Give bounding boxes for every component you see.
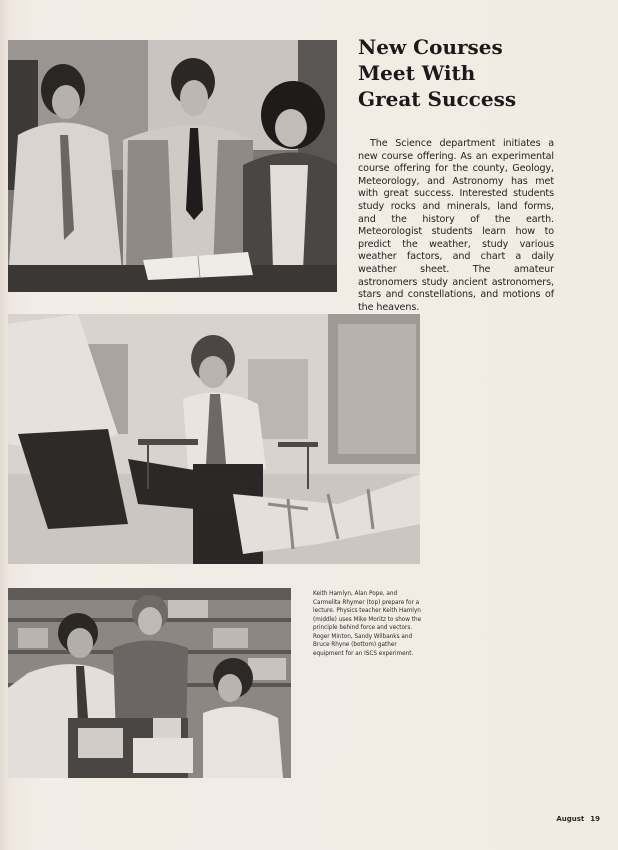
headline-line-3: Great Success [358, 87, 517, 111]
photo-teachers-preparing-lecture [8, 40, 337, 292]
page-number: 19 [590, 815, 600, 823]
photo-iscs-experiment [8, 588, 291, 778]
headline-line-2: Meet With [358, 61, 476, 85]
headline-line-1: New Courses [358, 35, 503, 59]
article-body: The Science department initiates a new course offering. As an experimental course offering for the county, Geology, Meteorology, and Astronomy has met with great success. Interested students study rocks and minerals, land forms, and the history of the earth. Meteorologist students learn how to predict the weather, study various weather factors, and chart a daily weather sheet. The amateur astronomers study ancient astronomers, stars and constellations, and motions of the heavens. [358, 138, 554, 313]
section-name: August [556, 815, 585, 823]
page-footer [556, 815, 600, 823]
article-headline [358, 34, 608, 112]
photo-caption: Keith Hamlyn, Alan Pope, and Carmelita Rhymer (top) prepare for a lecture. Physics teacher Keith Hamlyn (middle) uses Mike Moritz to show the principle behind force and vectors. Roger Minton, Sandy Wilbanks and Bruce Rhyne (bottom) gather equipment for an ISCS experiment. [313, 591, 422, 657]
photo-physics-demonstration [8, 314, 420, 564]
